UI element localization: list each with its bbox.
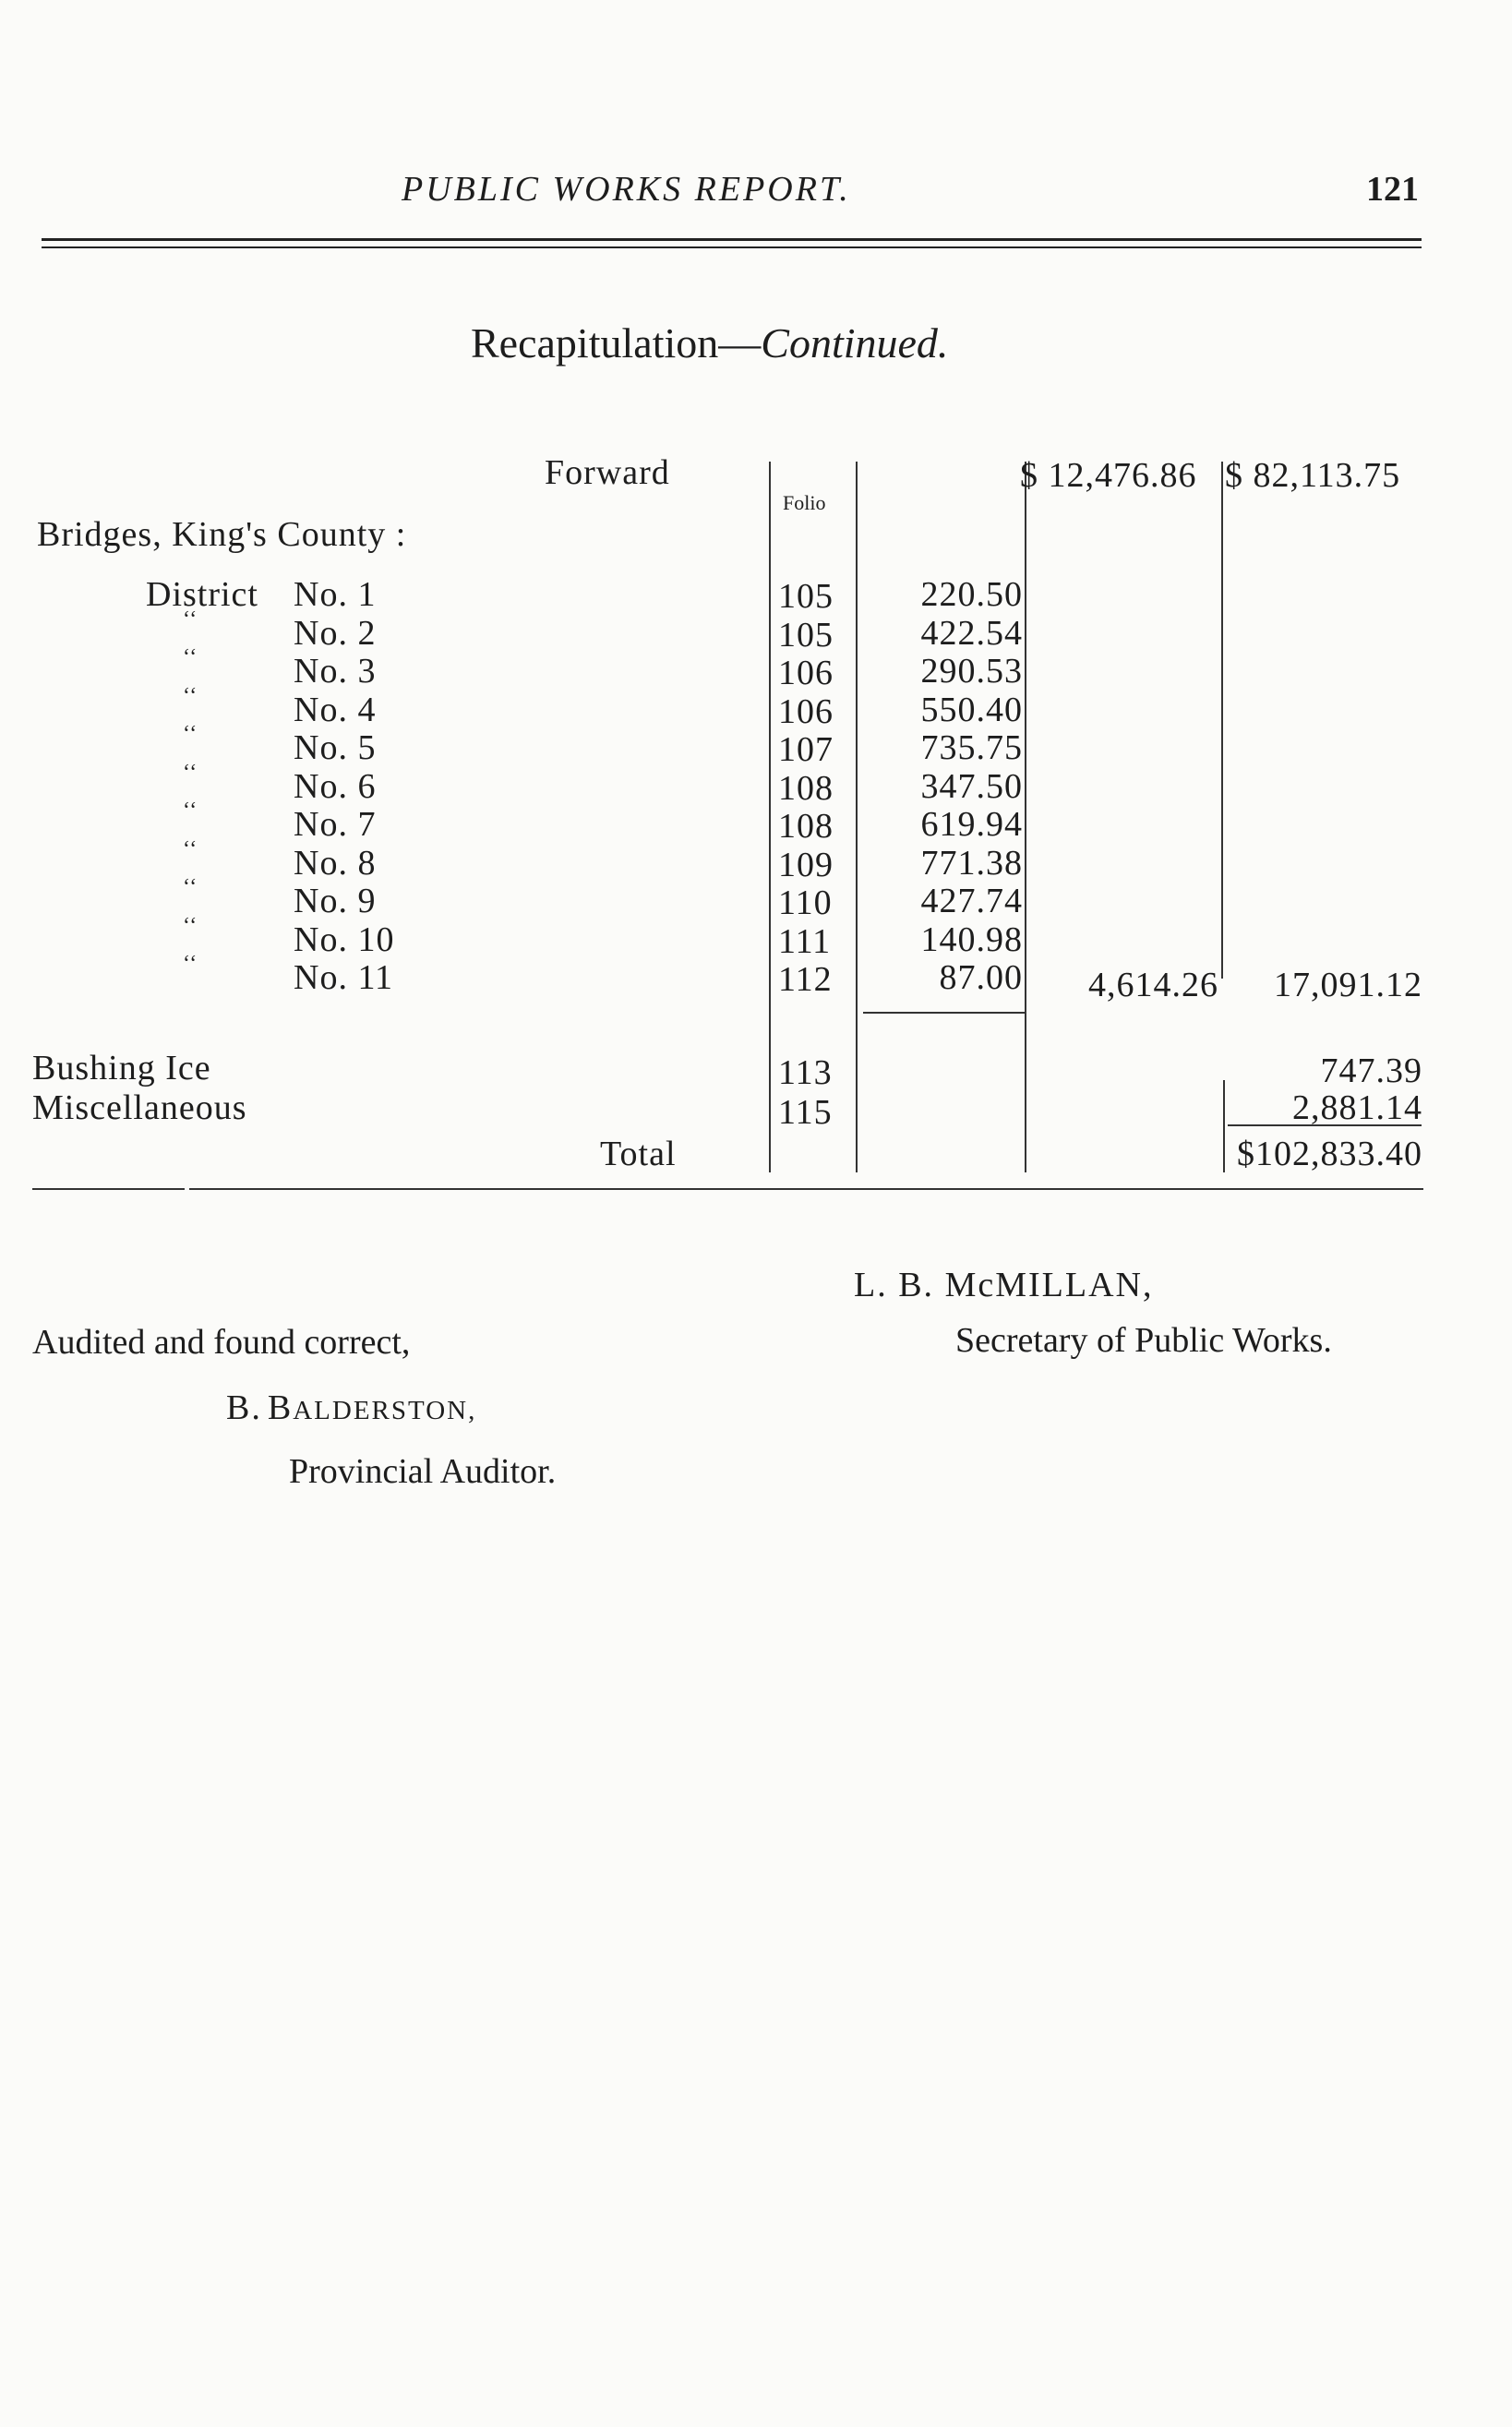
folio-column-header: Folio	[783, 491, 826, 514]
district-number-label: No. 5	[294, 728, 377, 767]
district-amount: 140.98	[920, 920, 1023, 959]
col-line-amount-right	[1025, 462, 1026, 1172]
district-number-label: No. 10	[294, 920, 395, 959]
heading-main: Recapitulation	[471, 319, 719, 366]
section-heading	[471, 318, 948, 367]
district-folio: 112	[778, 960, 833, 999]
header-rule	[42, 238, 1422, 241]
auditor-initial: B.	[226, 1388, 262, 1427]
district-amount: 347.50	[920, 767, 1023, 806]
heading-dash: —	[718, 319, 762, 366]
ditto-mark: ‘‘	[183, 684, 198, 708]
col-line-folio-left	[769, 462, 771, 1172]
ditto-mark: ‘‘	[183, 607, 198, 631]
auditor-surname-rest: ALDERSTON,	[293, 1396, 477, 1425]
district-folio: 106	[778, 692, 834, 731]
bridges-total: 17,091.12	[1274, 966, 1422, 1004]
district-number-label: No. 8	[294, 844, 377, 883]
audited-statement: Audited and found correct,	[32, 1323, 411, 1362]
district-number-label: No. 2	[294, 614, 377, 653]
district-number-label: No. 3	[294, 652, 377, 691]
auditor-title: Provincial Auditor.	[289, 1452, 557, 1491]
district-amount: 87.00	[939, 958, 1023, 997]
ditto-mark: ‘‘	[183, 645, 198, 669]
col-line-total-left	[1223, 1080, 1225, 1172]
col-line-folio-right	[856, 462, 858, 1172]
district-number-label: No. 6	[294, 767, 377, 806]
district-number-label: No. 11	[294, 958, 394, 997]
miscellaneous-amount: 2,881.14	[1292, 1088, 1422, 1127]
district-number-label: No. 4	[294, 691, 377, 729]
ditto-mark: ‘‘	[183, 875, 198, 899]
auditor-surname-first-letter: B	[267, 1388, 294, 1427]
ditto-mark: ‘‘	[183, 722, 198, 746]
col-line-subtotal-right	[1221, 462, 1223, 979]
auditor-name	[226, 1388, 476, 1428]
forward-total: $ 82,113.75	[1225, 456, 1401, 495]
district-amount: 550.40	[920, 691, 1023, 729]
bushing-ice-amount: 747.39	[1320, 1051, 1422, 1090]
district-amount: 735.75	[920, 728, 1023, 767]
miscellaneous-folio: 115	[778, 1093, 833, 1132]
bushing-ice-folio: 113	[778, 1053, 833, 1092]
table-bottom-rule-left	[32, 1188, 185, 1190]
district-prefix: District	[146, 575, 258, 614]
bridges-subtotal: 4,614.26	[1088, 966, 1218, 1004]
district-number-label: No. 1	[294, 575, 377, 614]
district-amount: 771.38	[920, 844, 1023, 883]
ditto-mark: ‘‘	[183, 952, 198, 976]
amount-underline	[863, 1012, 1025, 1014]
district-amount: 290.53	[920, 652, 1023, 691]
forward-subtotal: $ 12,476.86	[1020, 456, 1197, 495]
district-number-label: No. 7	[294, 805, 377, 844]
district-folio: 107	[778, 730, 834, 769]
secretary-name	[854, 1265, 1153, 1305]
bushing-ice-label: Bushing Ice	[32, 1049, 211, 1087]
forward-label: Forward	[545, 453, 670, 492]
bridges-section-label: Bridges, King's County :	[37, 515, 407, 554]
ditto-mark: ‘‘	[183, 799, 198, 823]
page-number: 121	[1366, 170, 1419, 209]
total-label: Total	[600, 1135, 677, 1173]
ditto-mark: ‘‘	[183, 837, 198, 861]
secretary-surname: McMILLAN,	[944, 1266, 1154, 1304]
district-folio: 108	[778, 807, 834, 846]
table-bottom-rule-right	[189, 1188, 1423, 1190]
header-rule-second	[42, 246, 1422, 248]
district-folio: 109	[778, 846, 834, 884]
district-amount: 220.50	[920, 575, 1023, 614]
secretary-title: Secretary of Public Works.	[955, 1321, 1332, 1360]
grand-total: $102,833.40	[1237, 1135, 1422, 1173]
district-amount: 427.74	[920, 882, 1023, 920]
district-folio: 105	[778, 577, 834, 616]
miscellaneous-label: Miscellaneous	[32, 1088, 247, 1127]
heading-continued: Continued.	[761, 319, 949, 366]
district-folio: 111	[778, 922, 832, 961]
secretary-initials: L. B.	[854, 1266, 935, 1304]
district-number-label: No. 9	[294, 882, 377, 920]
district-amount: 619.94	[920, 805, 1023, 844]
district-folio: 105	[778, 616, 834, 655]
district-folio: 110	[778, 883, 833, 922]
district-folio: 106	[778, 654, 834, 692]
district-amount: 422.54	[920, 614, 1023, 653]
running-header-title: PUBLIC WORKS REPORT.	[402, 170, 851, 209]
ditto-mark: ‘‘	[183, 914, 198, 938]
district-folio: 108	[778, 769, 834, 808]
ditto-mark: ‘‘	[183, 761, 198, 785]
